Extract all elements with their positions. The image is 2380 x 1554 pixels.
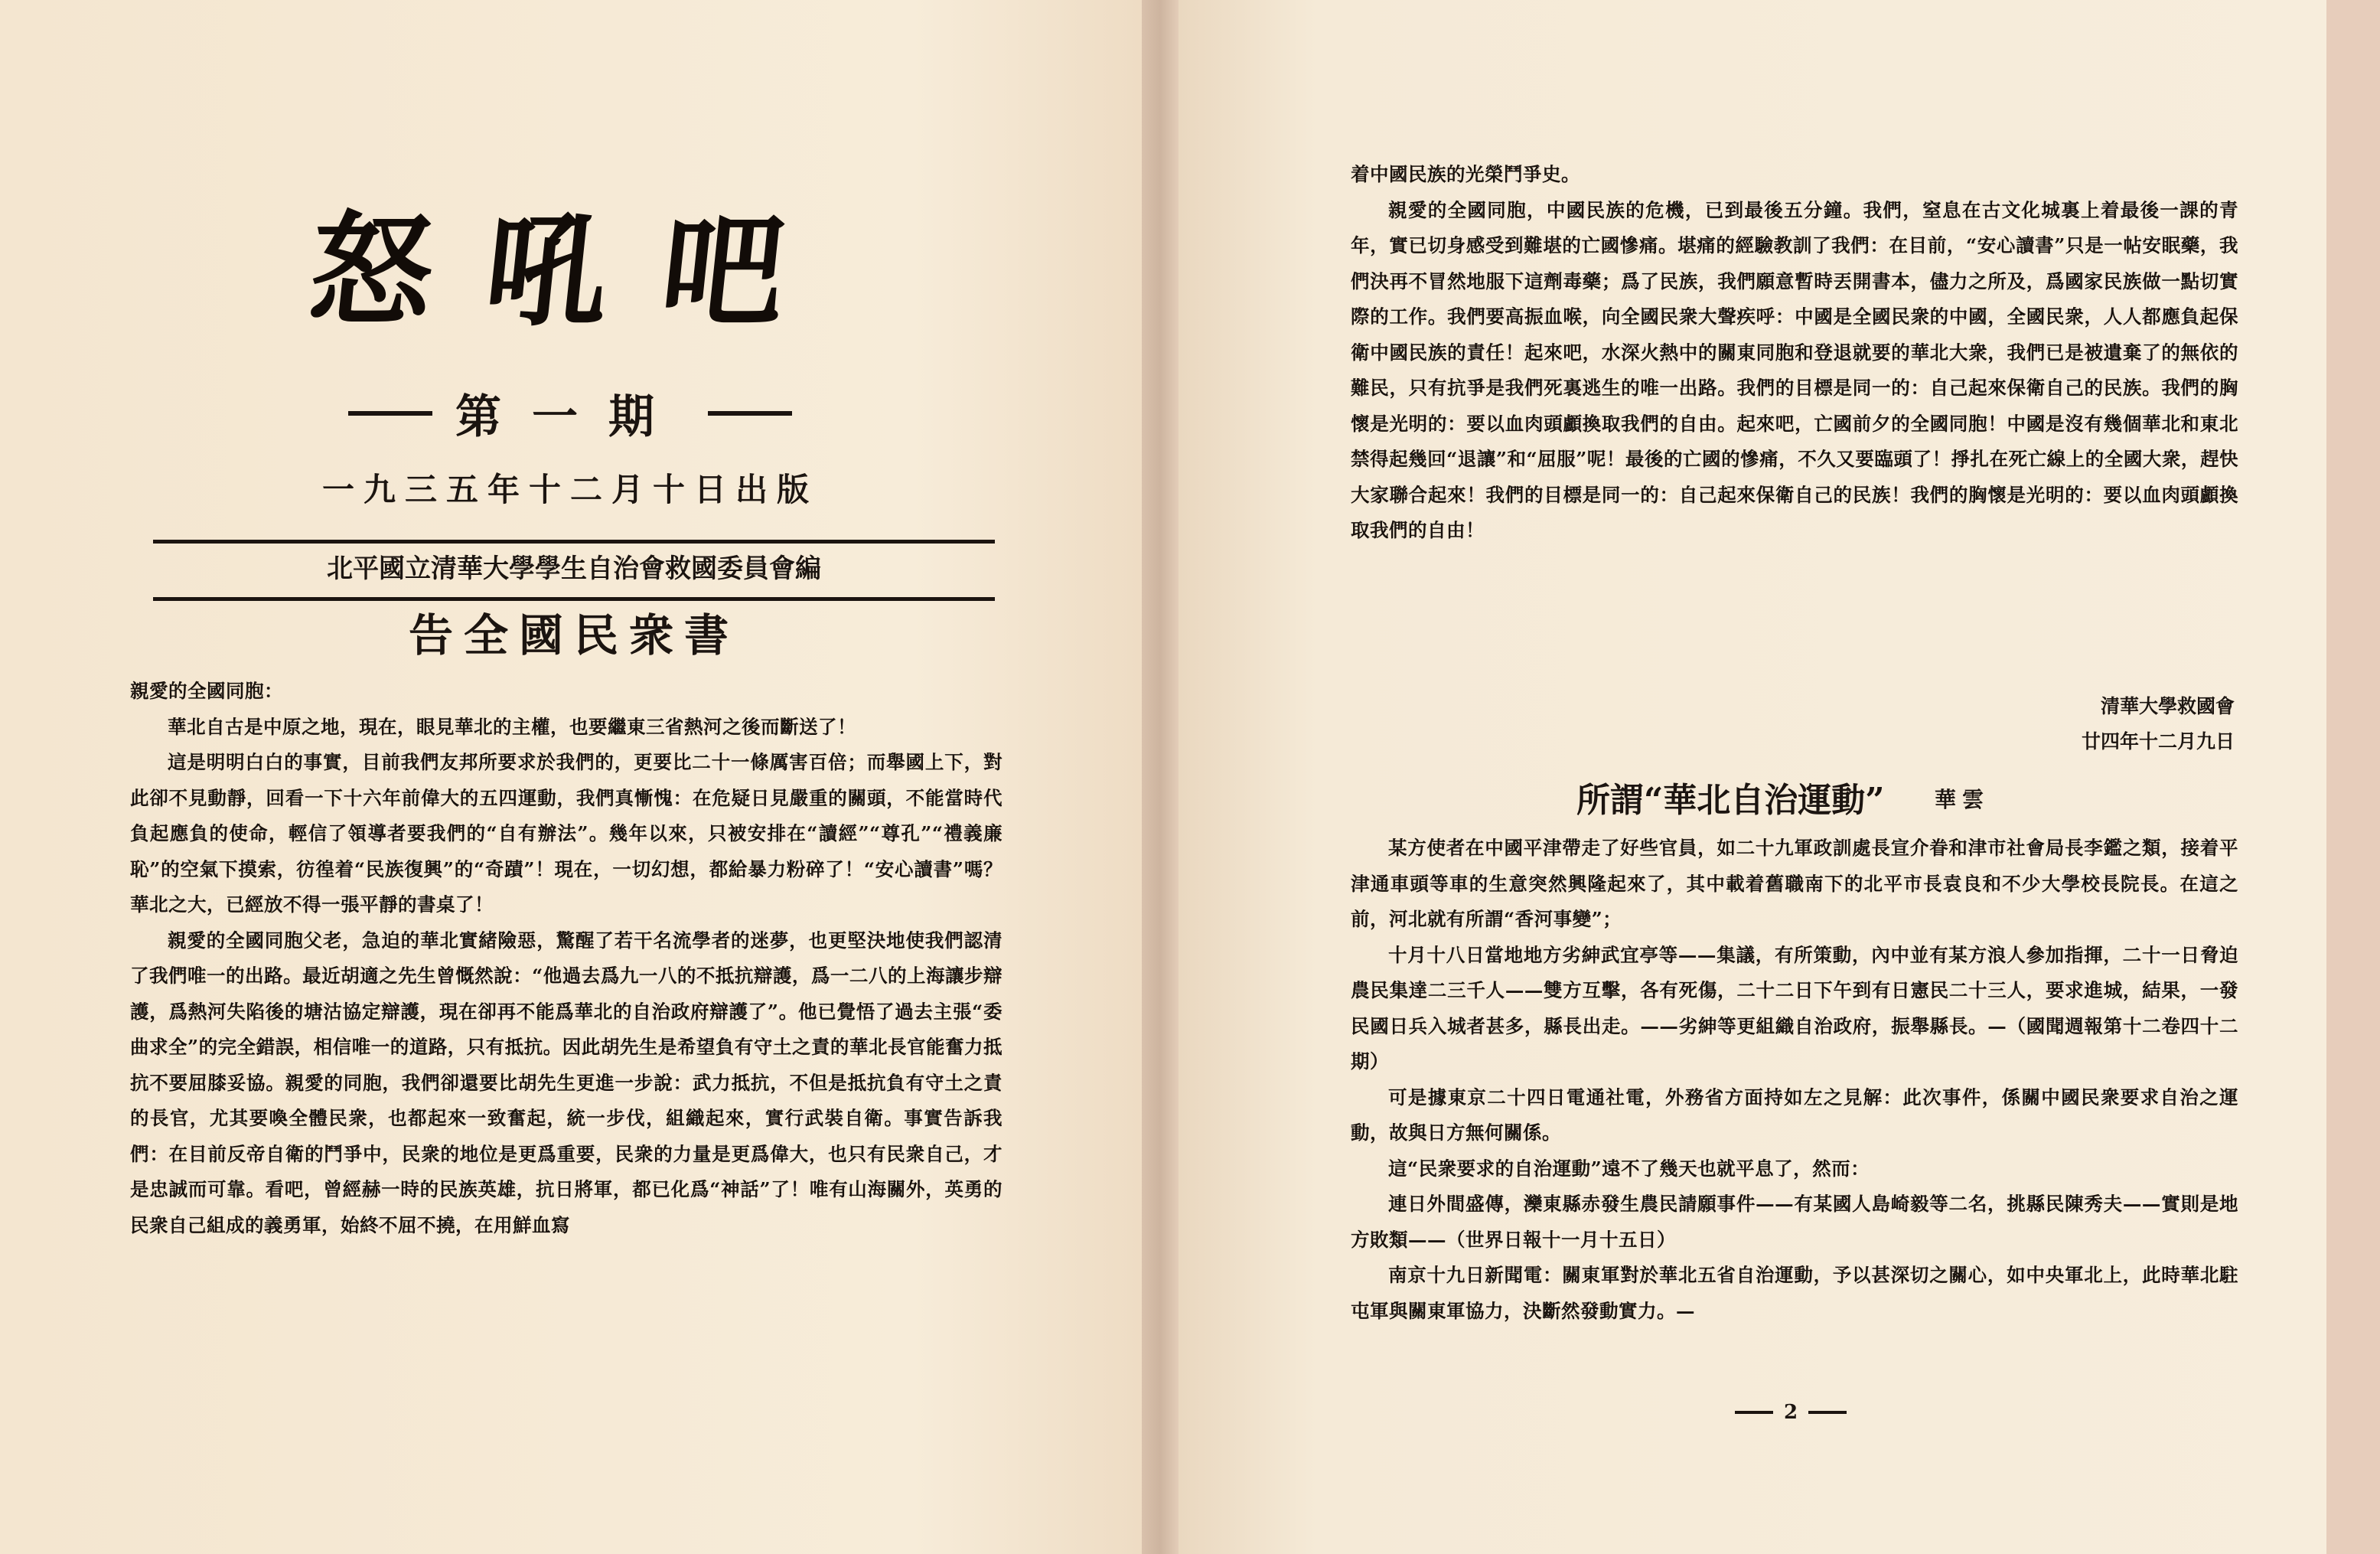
article2-heading <box>1576 773 2189 827</box>
page-number <box>1714 1393 1867 1432</box>
left-page <box>0 0 1142 1554</box>
top-rule <box>153 540 995 544</box>
book-gutter <box>1142 0 1179 1554</box>
paragraph-continuation: 着中國民族的光榮鬥爭史。 <box>1351 163 1580 185</box>
dash-left <box>1735 1411 1773 1414</box>
bottom-rule <box>153 597 995 601</box>
editor-line: 北平國立清華大學學生自治會救國委員會編 <box>327 553 821 584</box>
signature-block <box>1913 689 2235 759</box>
paragraph: 可是據東京二十四日電通社電，外務省方面持如左之見解：此次事件，係關中國民衆要求自治之運動，故與日方無何關係。 <box>1351 1086 2238 1144</box>
paragraph: 十月十八日當地地方劣紳武宜亭等——集議，有所策動，內中並有某方浪人參加指揮，二十一日脅迫農民集達二三千人——雙方互擊，各有死傷，二十二日下午到有日憲民二十三人，要求進城，結果，一發民國日兵入城者甚多，縣長出走。——劣紳等更組織自治政府，振舉縣長。—（國聞週報第十二卷四十二期） <box>1351 943 2238 1072</box>
article2-title: 所謂“華北自治運動” <box>1576 781 1885 820</box>
paragraph: 華北自古是中原之地，現在，眼見華北的主權，也要繼東三省熱河之後而斷送了！ <box>168 715 856 738</box>
paragraph: 親愛的全國同胞父老，急迫的華北實緒險惡，驚醒了若干名流學者的迷夢，也更堅決地使我們認清了我們唯一的出路。最近胡適之先生曾慨然說：“他過去爲九一八的不抵抗辯護，爲一二八的上海讓步辯護，爲熱河失陷後的塘沽協定辯護，現在卻再不能爲華北的自治政府辯護了”。他已覺悟了過去主張“委曲求全”的完全錯誤，相信唯一的道路，只有抵抗。因此胡先生是希望負有守土之責的華北長官能奮力抵抗不要屈膝妥協。親愛的同胞，我們卻還要比胡先生更進一步說：武力抵抗，不但是抵抗負有守土之責的長官，尤其要喚全體民衆，也都起來一致奮起，統一步伐，組織起來，實行武裝自衛。事實告訴我們：在目前反帝自衛的鬥爭中，民衆的地位是更爲重要，民衆的力量是更爲偉大，也只有民衆自己，才是忠誠而可靠。看吧，曾經赫一時的民族英雄，抗日將軍，都已化爲“神話”了！唯有山海關外，英勇的民衆自己組成的義勇軍，始終不屈不撓，在用鮮血寫 <box>130 929 1003 1236</box>
issue-number: 第一期 <box>455 390 685 444</box>
salutation: 親愛的全國同胞： <box>130 680 283 702</box>
paragraph: 這是明明白白的事實，目前我們友邦所要求於我們的，更要比二十一條厲害百倍；而舉國上下，對此卻不見動靜，回看一下十六年前偉大的五四運動，我們真慚愧：在危疑日見嚴重的關頭，不能當時代負起應負的使命，輕信了領導者要我們的“自有辦法”。幾年以來，只被安排在“讀經”“尊孔”“禮義廉恥”的空氣下摸索，彷徨着“民族復興”的“奇蹟”！現在，一切幻想，都給暴力粉碎了！“安心讀書”嗎？華北之大，已經放不得一張平靜的書桌了！ <box>130 751 1003 916</box>
paragraph: 親愛的全國同胞，中國民族的危機，已到最後五分鐘。我們，窒息在古文化城裏上着最後一課的青年，實已切身感受到難堪的亡國慘痛。堪痛的經驗教訓了我們：在目前，“安心讀書”只是一帖安眠藥，我們決再不冒然地服下這劑毒藥；爲了民族，我們願意暫時丟開書本，儘力之所及，爲國家民族做一點切實際的工作。我們要高振血喉，向全國民衆大聲疾呼：中國是全國民衆的中國，全國民衆，人人都應負起保衛中國民族的責任！起來吧，水深火熱中的關東同胞和登退就要的華北大衆，我們已是被遺棄了的無依的難民，只有抗爭是我們死裏逃生的唯一出路。我們的目標是同一的：自己起來保衛自己的民族。我們的胸懷是光明的：要以血肉頭顱換取我們的自由。起來吧，亡國前夕的全國同胞！中國是沒有幾個華北和東北禁得起幾回“退讓”和“屈服”呢！最後的亡國的慘痛，不久又要臨頭了！掙扎在死亡線上的全國大衆，趕快大家聯合起來！我們的目標是同一的：自己起來保衛自己的民族！我們的胸懷是光明的：要以血肉頭顱換取我們的自由！ <box>1351 198 2238 541</box>
signature-date: 廿四年十二月九日 <box>2081 730 2235 753</box>
dash-right <box>1808 1411 1847 1414</box>
paragraph: 連日外間盛傳，灤東縣赤發生農民請願事件——有某國人島崎毅等二名，挑縣民陳秀夫——實則是地方敗類——（世界日報十一月十五日） <box>1351 1193 2238 1251</box>
right-article-body <box>1351 157 2238 693</box>
signature: 清華大學救國會 <box>2100 695 2235 717</box>
page-number-value: 2 <box>1783 1401 1798 1424</box>
article-title: 告全國民衆書 <box>408 609 739 661</box>
left-article-body <box>130 674 1003 1539</box>
paragraph: 某方使者在中國平津帶走了好些官員，如二十九軍政訓處長宣介眷和津市社會局長李鑑之類，接着平津通車頭等車的生意突然興隆起來了，其中載着舊職南下的北平市長袁良和不少大學校長院長。在這之前，河北就有所謂“香河事變”； <box>1351 837 2238 930</box>
paragraph: 南京十九日新聞電：關東軍對於華北五省自治運動，予以甚深切之關心，如中央軍北上，此時華北駐屯軍與關東軍協力，決斷然發動實力。— <box>1351 1264 2238 1322</box>
publication-date: 一九三五年十二月十日出版 <box>321 471 818 508</box>
issue-line <box>253 383 888 444</box>
paragraph: 這“民衆要求的自治運動”遠不了幾天也就平息了，然而： <box>1388 1157 1870 1180</box>
background-edge <box>2326 0 2380 1554</box>
article2-author: 華雲 <box>1934 787 1990 812</box>
masthead-title: 怒吼吧 <box>302 200 846 343</box>
dash-right <box>708 411 792 416</box>
dash-left <box>348 411 432 416</box>
article2-body <box>1351 831 2238 1412</box>
